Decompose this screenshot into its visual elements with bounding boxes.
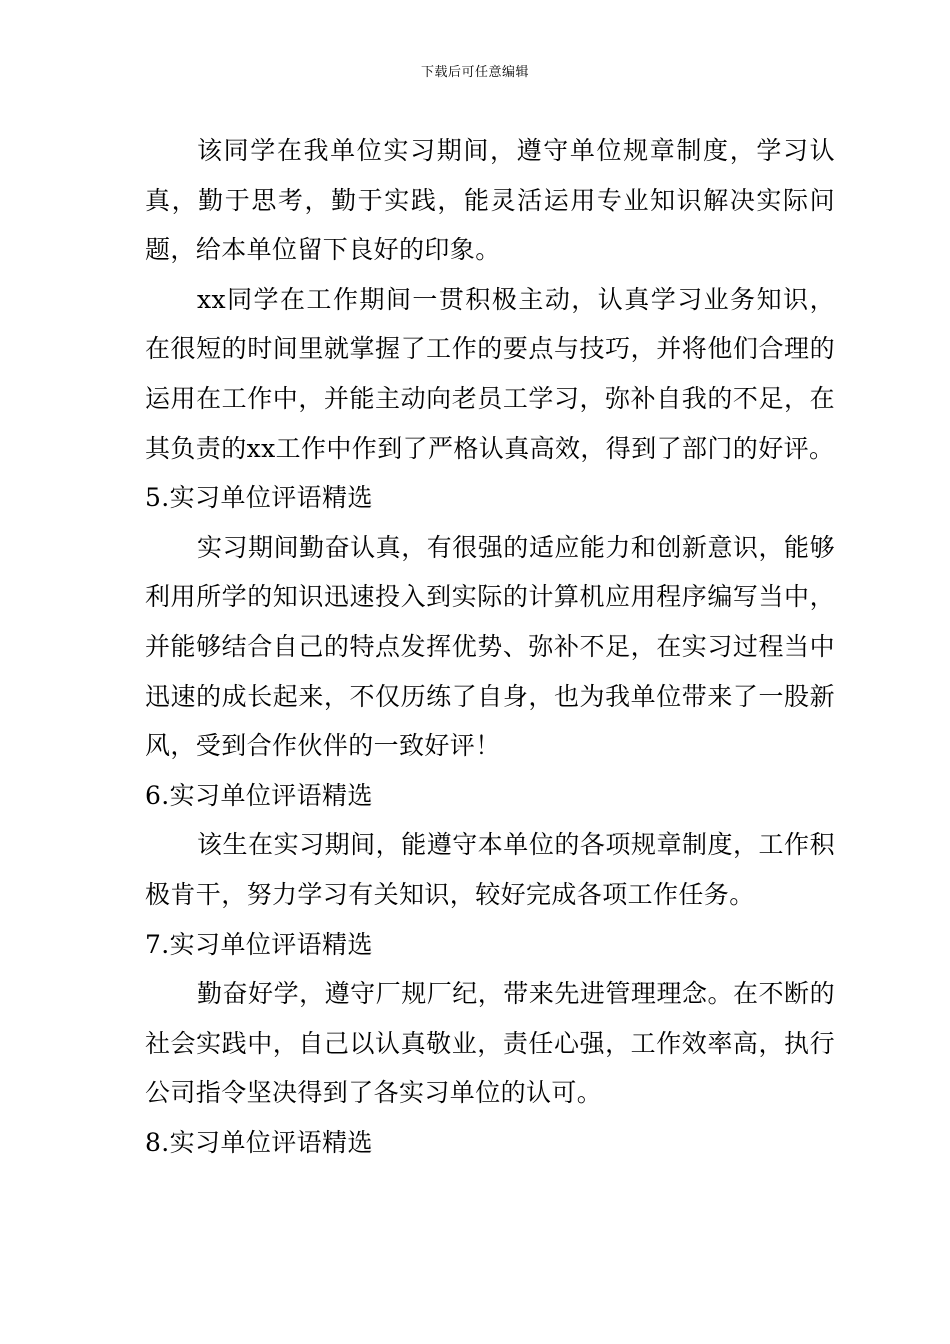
section-heading-5: 5.实习单位评语精选 bbox=[145, 483, 373, 513]
section-heading-6: 6.实习单位评语精选 bbox=[145, 780, 373, 810]
document-body bbox=[145, 126, 835, 1167]
section-heading-8: 8.实习单位评语精选 bbox=[145, 1127, 373, 1157]
paragraph-1: 该同学在我单位实习期间，遵守单位规章制度，学习认真，勤于思考，勤于实践，能灵活运用专业知识解决实际问题，给本单位留下良好的印象。 bbox=[145, 136, 835, 265]
page-header: 下载后可任意编辑 bbox=[420, 65, 529, 80]
paragraph-3: 实习期间勤奋认真，有很强的适应能力和创新意识，能够利用所学的知识迅速投入到实际的计算机应用程序编写当中，并能够结合自己的特点发挥优势、弥补不足，在实习过程当中迅速的成长起来，不仅历练了自身，也为我单位带来了一股新风，受到合作伙伴的一致好评！ bbox=[145, 532, 835, 761]
paragraph-2: xx同学在工作期间一贯积极主动，认真学习业务知识，在很短的时间里就掌握了工作的要点与技巧，并将他们合理的运用在工作中，并能主动向老员工学习，弥补自我的不足，在其负责的xx工作中作到了严格认真高效，得到了部门的好评。 bbox=[145, 284, 835, 463]
paragraph-5: 勤奋好学，遵守厂规厂纪，带来先进管理理念。在不断的社会实践中，自己以认真敬业，责任心强，工作效率高，执行公司指令坚决得到了各实习单位的认可。 bbox=[145, 979, 835, 1108]
paragraph-4: 该生在实习期间，能遵守本单位的各项规章制度，工作积极肯干，努力学习有关知识，较好完成各项工作任务。 bbox=[145, 830, 835, 909]
section-heading-7: 7.实习单位评语精选 bbox=[145, 929, 373, 959]
